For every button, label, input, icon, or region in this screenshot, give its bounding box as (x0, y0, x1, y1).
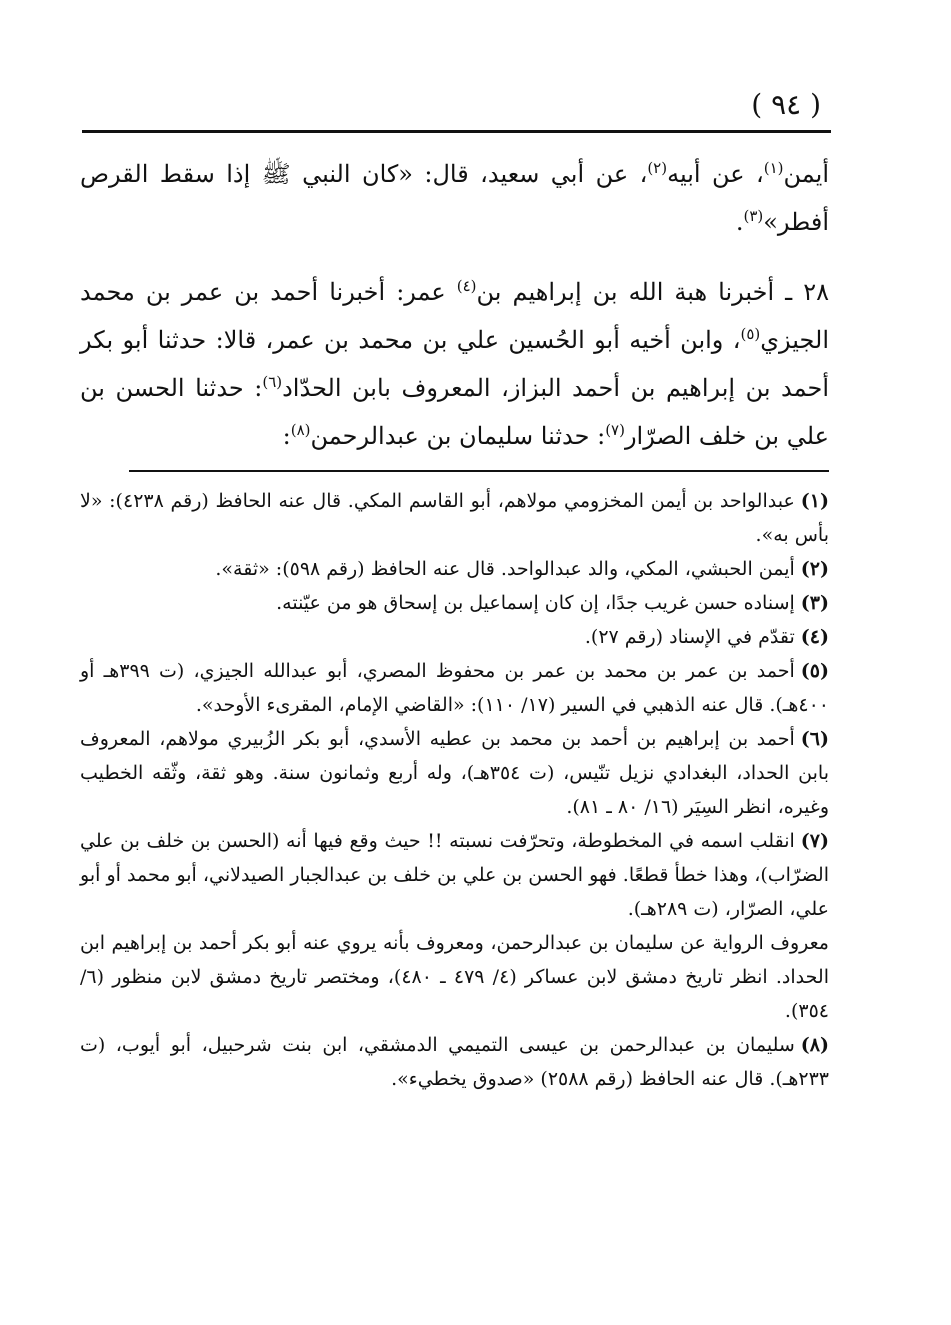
footnote-ref-4[interactable]: (٤) (456, 277, 477, 295)
footnote-divider (129, 470, 829, 472)
main-text (80, 150, 829, 460)
footnote-8: (٨)سليمان بن عبدالرحمن بن عيسى التميمي الدمشقي، ابن بنت شرحبيل، أبو أيوب، (ت ٢٣٣هـ). قال عنه الحافظ (رقم ٢٥٨٨) «صدوق يخطيء». (80, 1034, 829, 1090)
header-divider (82, 130, 831, 133)
footnote-7-continued: معروف الرواية عن سليمان بن عبدالرحمن، ومعروف بأنه يروي عنه أبو بكر أحمد بن إبراهيم ابن الحداد. انظر تاريخ دمشق لابن عساكر (٤/ ٤٧٩ ـ ٤٨٠)، ومختصر تاريخ دمشق لابن منظور (٦/ ٣٥٤). (80, 932, 829, 1022)
footnote-ref-1[interactable]: (١) (763, 159, 784, 177)
footnote-2: (٢)أيمن الحبشي، المكي، والد عبدالواحد. قال عنه الحافظ (رقم ٥٩٨): «ثقة». (215, 558, 829, 580)
footnote-ref-2[interactable]: (٢) (647, 159, 668, 177)
footnote-1: (١)عبدالواحد بن أيمن المخزومي مولاهم، أبو القاسم المكي. قال عنه الحافظ (رقم ٤٢٣٨): «لا بأس به». (80, 490, 829, 546)
page-number: ( ٩٤ ) (751, 88, 821, 121)
footnote-7: (٧)انقلب اسمه في المخطوطة، وتحرّفت نسبته !! حيث وقع فيها أنه (الحسن بن خلف بن علي الضرّاب)، وهذا خطأ قطعًا. فهو الحسن بن علي بن خلف بن عبدالجبار الصيدلاني، أبو محمد أو أبو علي، الصرّار، (ت ٢٨٩هـ). (80, 830, 829, 920)
footnote-ref-6[interactable]: (٦) (262, 373, 283, 391)
footnote-ref-5[interactable]: (٥) (740, 325, 761, 343)
footnote-ref-7[interactable]: (٧) (605, 421, 625, 439)
footnote-ref-3[interactable]: (٣) (743, 207, 764, 225)
footnote-6: (٦)أحمد بن إبراهيم بن أحمد بن محمد بن عطيه الأسدي، أبو بكر الزُبيري مولاهم، المعروف بابن الحداد، البغدادي نزيل تنّيس، (ت ٣٥٤هـ)، وله أربع وثمانون سنة. وهو ثقة، وثّقه الخطيب وغيره، انظر السِيَر (١٦/ ٨٠ ـ ٨١). (80, 728, 829, 818)
footnote-3: (٣)إسناده حسن غريب جدًا، إن كان إسماعيل بن إسحاق هو من عيّنته. (276, 592, 829, 614)
main-line-1: أيمن$^{(١)}$، عن أبيه$^{(٢)}$، عن أبي سعيد، قال: «كان النبي ﷺ إذا سقط القرص أفطر»$^{(٣)}$. (80, 159, 829, 236)
footnotes (80, 484, 829, 1096)
hadith-28: ٢٨ ـ أخبرنا هبة الله بن إبراهيم بن$^{(٤)}$ عمر: أخبرنا أحمد بن عمر بن محمد الجيزي$^{(٥)}$، وابن أخيه أبو الحُسين علي بن محمد بن عمر، قالا: حدثنا أبو بكر أحمد بن إبراهيم بن أحمد البزاز، المعروف بابن الحدّاد$^{(٦)}$: حدثنا الحسن بن علي بن خلف الصرّار$^{(٧)}$: حدثنا سليمان بن عبدالرحمن$^{(٨)}$: (80, 277, 830, 450)
footnote-ref-8[interactable]: (٨) (290, 421, 311, 439)
footnote-5: (٥)أحمد بن عمر بن محمد بن عمر بن محفوظ المصري، أبو عبدالله الجيزي، (ت ٣٩٩هـ أو ٤٠٠هـ). قال عنه الذهبي في السير (١٧/ ١١٠): «القاضي الإمام، المقرىء الأوحد». (80, 660, 829, 716)
footnote-4: (٤)تقدّم في الإسناد (رقم ٢٧). (584, 626, 829, 648)
